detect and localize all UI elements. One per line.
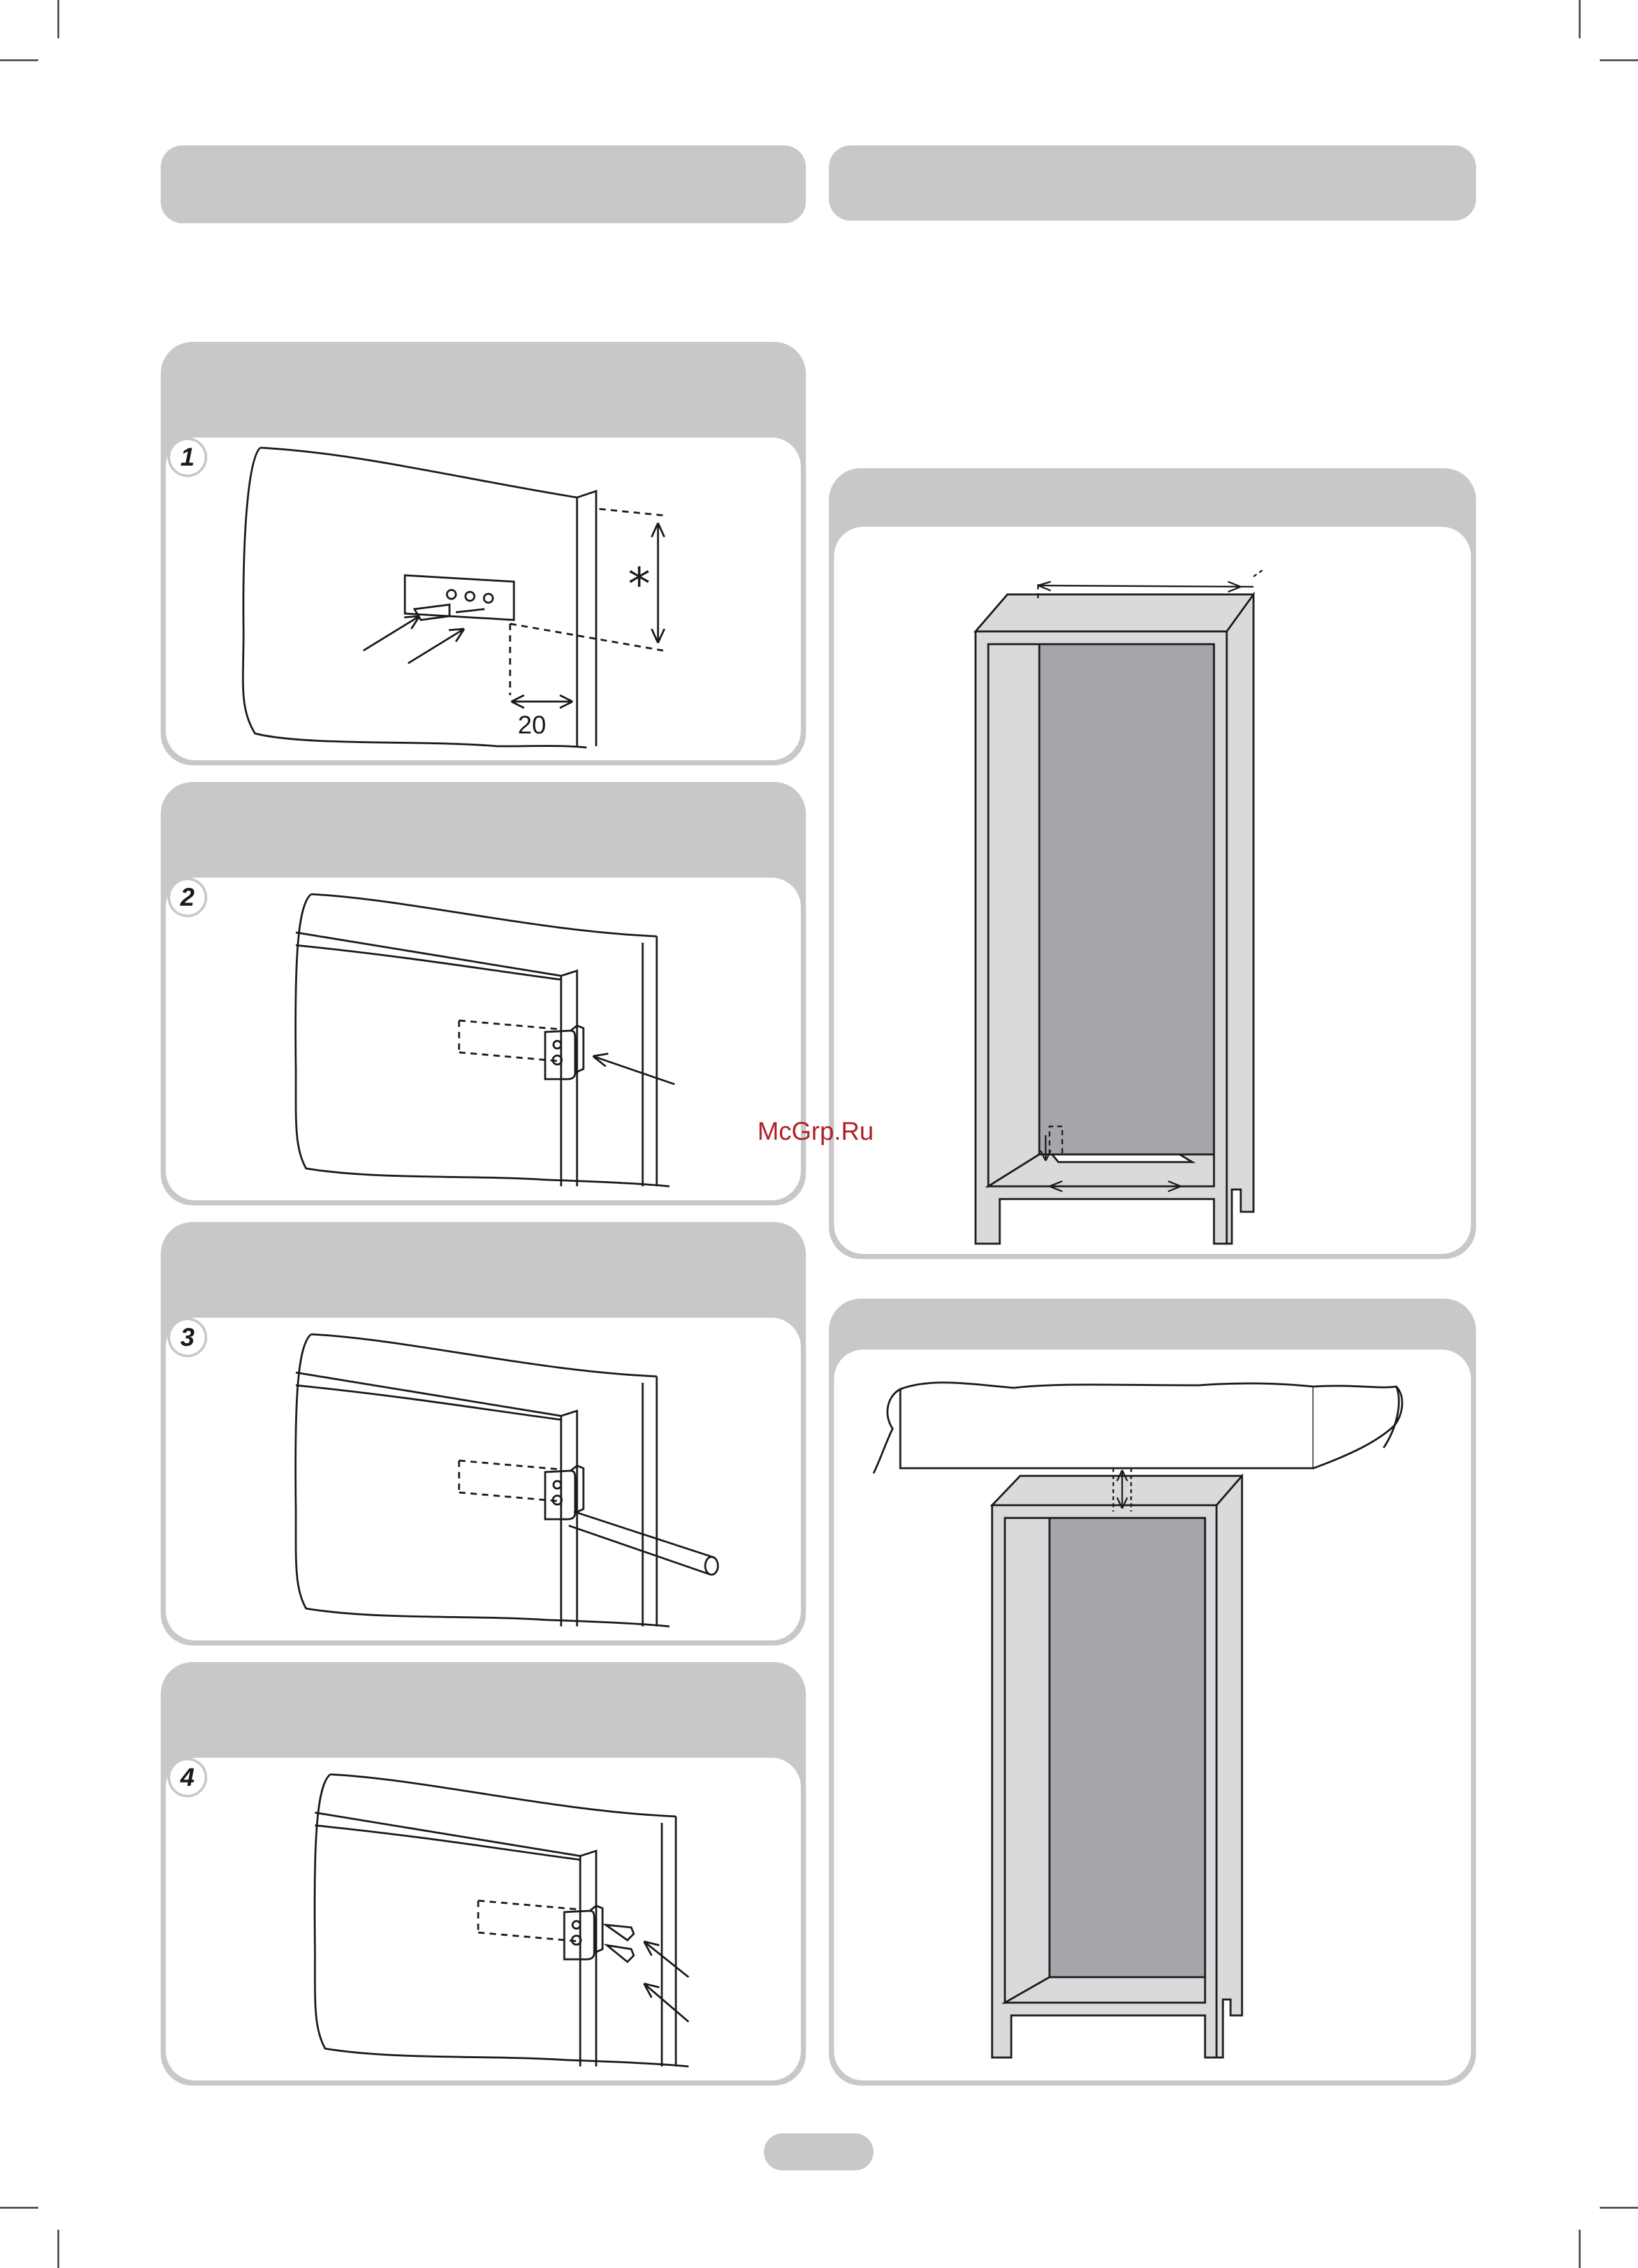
step-2-badge: 2 xyxy=(168,878,207,917)
crop-mark xyxy=(0,59,38,61)
dimension-asterisk: * xyxy=(628,558,650,610)
left-column-header xyxy=(161,145,806,223)
cabinet-under-countertop-figure xyxy=(867,1371,1441,2073)
step-1-figure xyxy=(230,440,727,759)
watermark: McGrp.Ru xyxy=(757,1117,874,1145)
cabinet-open-figure xyxy=(956,561,1275,1250)
crop-mark xyxy=(57,2230,59,2268)
step-1-badge: 1 xyxy=(168,438,207,477)
crop-mark xyxy=(0,2207,38,2209)
crop-mark xyxy=(1579,0,1581,38)
step-4-figure xyxy=(300,1760,708,2079)
page-number-pill xyxy=(764,2133,874,2170)
crop-mark xyxy=(1600,59,1638,61)
right-column-header xyxy=(829,145,1476,221)
crop-mark xyxy=(57,0,59,38)
step-4-badge: 4 xyxy=(168,1758,207,1797)
crop-mark xyxy=(1600,2207,1638,2209)
dimension-20: 20 xyxy=(518,711,546,739)
step-3-figure xyxy=(281,1320,740,1639)
crop-mark xyxy=(1579,2230,1581,2268)
step-3-badge: 3 xyxy=(168,1318,207,1357)
step-2-figure xyxy=(281,880,714,1199)
